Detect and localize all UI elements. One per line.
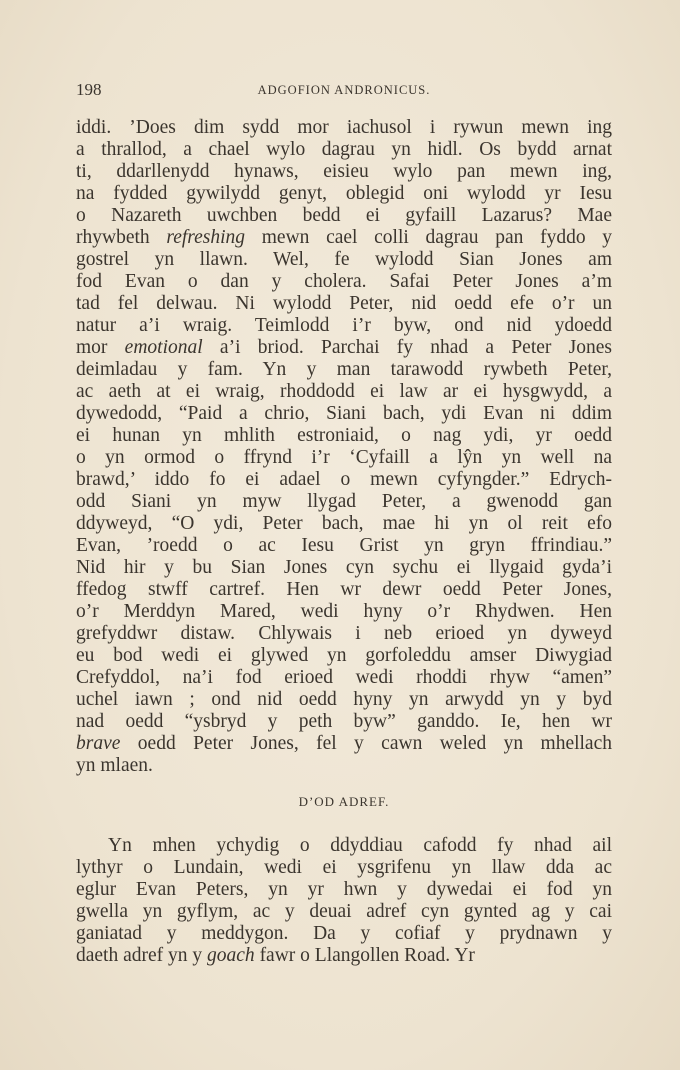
- running-header: [76, 80, 612, 102]
- text-segment: o yn ormod o ffrynd i’r ‘Cyfaill a lŷn yn well na: [76, 447, 612, 468]
- text-segment: fawr o Llangollen Road. Yr: [254, 945, 475, 966]
- text-segment: rhywbeth: [76, 227, 167, 248]
- text-segment: natur a’i wraig. Teimlodd i’r byw, ond nid ydoedd: [76, 315, 612, 336]
- text-segment: tad fel delwau. Ni wylodd Peter, nid oedd efe o’r un: [76, 293, 612, 314]
- text-segment: Nid hir y bu Sian Jones cyn sychu ei llygaid gyda’i: [76, 557, 612, 578]
- text-line: [76, 447, 612, 469]
- running-title: ADGOFION ANDRONICUS.: [257, 83, 431, 97]
- text-line: [76, 249, 612, 271]
- text-line: [76, 901, 612, 923]
- text-line: [76, 491, 612, 513]
- text-segment: iddi. ’Does dim sydd mor iachusol i rywun mewn ing: [76, 117, 612, 138]
- text-segment: grefyddwr distaw. Chlywais i neb erioed yn dyweyd: [76, 623, 612, 644]
- text-line: [76, 161, 612, 183]
- italic-text: refreshing: [166, 227, 246, 248]
- text-segment: yn mlaen.: [76, 755, 153, 776]
- text-segment: eglur Evan Peters, yn yr hwn y dywedai ei fod yn: [76, 879, 612, 900]
- text-line: [76, 227, 612, 249]
- paragraph: [76, 835, 612, 967]
- text-segment: o Nazareth uwchben bedd ei gyfaill Lazarus? Mae: [76, 205, 612, 226]
- text-line: [76, 425, 612, 447]
- italic-text: goach: [207, 945, 255, 966]
- text-segment: o’r Merddyn Mared, wedi hyny o’r Rhydwen. Hen: [76, 601, 612, 622]
- text-segment: ganiatad y meddygon. Da y cofiaf y prydnawn y: [76, 923, 612, 944]
- text-segment: odd Siani yn myw llygad Peter, a gwenodd gan: [76, 491, 612, 512]
- text-segment: deimladau y fam. Yn y man tarawodd rywbeth Peter,: [76, 359, 612, 380]
- text-line: [76, 557, 612, 579]
- section-heading: D’OD ADREF.: [298, 794, 390, 809]
- text-segment: gostrel yn llawn. Wel, fe wylodd Sian Jones am: [76, 249, 612, 270]
- text-segment: mor: [76, 337, 125, 358]
- text-line: [76, 381, 612, 403]
- text-segment: nad oedd “ysbryd y peth byw” ganddo. Ie, hen wr: [76, 711, 612, 732]
- text-line: [76, 337, 612, 359]
- text-line: [76, 623, 612, 645]
- italic-text: emotional: [124, 337, 203, 358]
- paragraph: [76, 117, 612, 777]
- page-number: 198: [76, 80, 102, 99]
- page-body: [76, 117, 612, 967]
- text-segment: oedd Peter Jones, fel y cawn weled yn mhellach: [120, 733, 612, 754]
- text-segment: a thrallod, a chael wylo dagrau yn hidl. Os bydd arnat: [76, 139, 612, 160]
- text-segment: dywedodd, “Paid a chrio, Siani bach, ydi Evan ni ddim: [76, 403, 612, 424]
- text-segment: lythyr o Lundain, wedi ei ysgrifenu yn llaw dda ac: [76, 857, 612, 878]
- text-line: [76, 535, 612, 557]
- text-segment: ffedog stwff cartref. Hen wr dewr oedd Peter Jones,: [76, 579, 612, 600]
- text-line: [76, 117, 612, 139]
- text-segment: Yn mhen ychydig o ddyddiau cafodd fy nhad ail: [108, 835, 612, 856]
- text-segment: mewn cael colli dagrau pan fyddo y: [245, 227, 612, 248]
- italic-text: brave: [76, 733, 121, 754]
- text-line: [76, 733, 612, 755]
- text-segment: brawd,’ iddo fo ei adael o mewn cyfyngder.” Edrych-: [76, 469, 612, 490]
- text-line: [76, 667, 612, 689]
- text-line: [76, 271, 612, 293]
- text-line: [76, 359, 612, 381]
- text-line: [76, 689, 612, 711]
- text-line: [76, 205, 612, 227]
- text-segment: eu bod wedi ei glywed yn gorfoleddu amser Diwygiad: [76, 645, 612, 666]
- text-segment: gwella yn gyflym, ac y deuai adref cyn gynted ag y cai: [76, 901, 612, 922]
- text-segment: ac aeth at ei wraig, rhoddodd ei law ar ei hysgwydd, a: [76, 381, 612, 402]
- text-segment: Evan, ’roedd o ac Iesu Grist yn gryn ffrindiau.”: [76, 535, 612, 556]
- text-line: [76, 293, 612, 315]
- text-line: [76, 601, 612, 623]
- text-line: [76, 139, 612, 161]
- text-segment: na fydded gywilydd genyt, oblegid oni wylodd yr Iesu: [76, 183, 612, 204]
- text-segment: uchel iawn ; ond nid oedd hyny yn arwydd yn y byd: [76, 689, 612, 710]
- text-line: [76, 879, 612, 901]
- text-segment: daeth adref yn y: [76, 945, 208, 966]
- text-segment: a’i briod. Parchai fy nhad a Peter Jones: [202, 337, 612, 358]
- text-segment: Crefyddol, na’i fod erioed wedi rhoddi rhyw “amen”: [76, 667, 612, 688]
- text-segment: fod Evan o dan y cholera. Safai Peter Jones a’m: [76, 271, 612, 292]
- text-segment: ti, ddarllenydd hynaws, eisieu wylo pan mewn ing,: [76, 161, 612, 182]
- text-line: [76, 945, 612, 967]
- text-line: [76, 711, 612, 733]
- text-line: [76, 183, 612, 205]
- text-line: [76, 579, 612, 601]
- text-line: [76, 923, 612, 945]
- text-segment: ei hunan yn mhlith estroniaid, o nag ydi, yr oedd: [76, 425, 612, 446]
- text-line: [76, 835, 612, 857]
- text-line: [76, 315, 612, 337]
- text-line: [76, 645, 612, 667]
- text-line: [76, 755, 612, 777]
- text-line: [76, 857, 612, 879]
- text-segment: ddyweyd, “O ydi, Peter bach, mae hi yn ol reit efo: [76, 513, 612, 534]
- text-line: [76, 469, 612, 491]
- text-line: [76, 403, 612, 425]
- text-line: [76, 513, 612, 535]
